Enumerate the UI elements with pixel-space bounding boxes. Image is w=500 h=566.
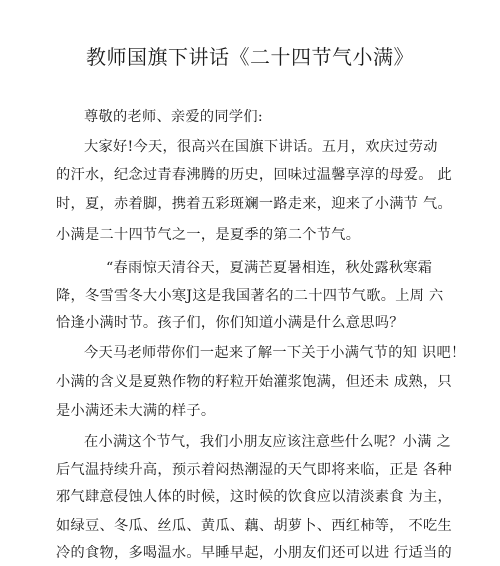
paragraph-line: 小满的含义是夏熟作物的籽粒开始灌浆饱满，但还未 成熟，只	[56, 374, 452, 390]
paragraph-line: 降，冬雪雪冬大小寒J这是我国著名的二十四节气歌。上周 六	[56, 288, 444, 304]
paragraph-line: 后气温持续升高，预示着闷热潮湿的天气即将来临，正是 各种	[56, 462, 452, 478]
paragraph-line: 的汗水，纪念过青春沸腾的历史，回味过温馨享淳的母爱。 此	[56, 167, 452, 183]
paragraph-line: “春雨惊天清谷天，夏满芒夏暑相连，秋处露秋寒霜	[106, 260, 433, 276]
paragraph-line: 小满是二十四节气之一，是夏季的第二个节气。	[56, 227, 361, 243]
paragraph-line: 恰逢小满时节。孩子们，你们知道小满是什么意思吗？	[56, 315, 404, 331]
paragraph-line: 时，夏，赤着脚，携着五彩斑斓一路走来，迎来了小满节 气。	[56, 196, 452, 212]
paragraph-line: 如绿豆、冬瓜、丝瓜、黄瓜、藕、胡萝卜、西红柿等， 不吃生	[56, 518, 452, 534]
paragraph-line: 是小满还未大满的样子。	[56, 403, 216, 419]
salutation: 尊敬的老师、亲爱的同学们:	[84, 109, 263, 125]
document-title: 教师国旗下讲话《二十四节气小满》	[86, 45, 414, 69]
paragraph-line: 冷的食物，多喝温水。早睡早起，小朋友们还可以进 行适当的	[56, 545, 452, 561]
paragraph-line: 邪气肆意侵蚀人体的时候，这时候的饮食应以清淡素食 为主，	[56, 489, 452, 505]
paragraph-line: 今天马老师带你们一起来了解一下关于小满气节的知 识吧！	[84, 345, 466, 361]
paragraph-line: 大家好!今天，很高兴在国旗下讲话。五月，欢庆过劳动	[84, 139, 438, 155]
paragraph-line: 在小满这个节气，我们小朋友应该注意些什么呢？小满 之	[84, 434, 451, 450]
